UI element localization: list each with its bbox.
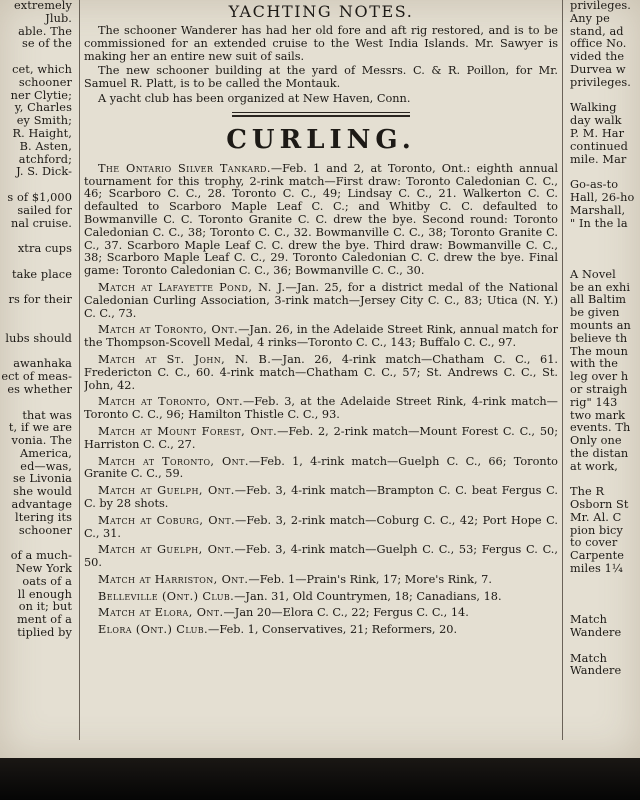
left-column-line: xtra cups: [17, 242, 72, 256]
curling-entry-text: —Feb. 1—Prain's Rink, 17; More's Rink, 7.: [248, 572, 492, 586]
left-column-line: on it; but: [18, 600, 72, 614]
curling-entry-text: —Jan. 26, 4-rink match—Chatham C. C., 61. Fredericton C. C., 60. 4-rink match—Chatham C. C., 57; St. Andrews C. C., St. John, 42.: [84, 352, 558, 392]
right-column-line: Wandere: [570, 664, 622, 678]
curling-entry: [84, 163, 558, 278]
right-column-line: [568, 576, 640, 589]
left-column-line: lubs should: [5, 331, 72, 345]
right-column-line: be given: [570, 306, 620, 320]
right-column-line: Match: [570, 651, 607, 665]
left-column-line: cet, which: [12, 62, 72, 76]
right-column-line: with the: [570, 357, 618, 371]
curling-entry-text: —Feb. 1 and 2, at Toronto, Ont.: eighth annual tournament for this trophy, 2-rink match—First draw: Toronto Caledonian C. C., 46; Scarboro C. C., 28. Toronto C. C., 49; Lindsay C. C., 21. Walkerton C. C. defaulted to Scarboro Maple Leaf C. C.; and Whitby C. C. defaulted to Bowmanville C. C. Toronto Granite C. C. drew the bye. Second round: Toronto Caledonian C. C., 38; Toronto C. C., 32. Bowmanville C. C., 38; Toronto Granite C. C., 37. Scarboro Maple Leaf C. C. drew the bye. Third draw: Bowmanville C. C., 38; Scarboro Maple Leaf C. C., 29. Toronto Caledonian C. C. drew the bye. Final game: Toronto Caledonian C. C., 36; Bowmanville C. C., 30.: [84, 161, 558, 278]
section-divider: [232, 112, 410, 117]
left-column-line: J. S. Dick-: [16, 165, 72, 179]
right-column-line: The R: [570, 485, 605, 499]
right-column-line: Mr. Al. C: [570, 510, 622, 524]
right-column-line: events. Th: [570, 421, 631, 435]
right-column-line: Hall, 26-ho: [570, 190, 635, 204]
curling-entry-text: —Feb. 1, Conservatives, 21; Reformers, 20.: [208, 623, 458, 637]
curling-entry-text: —Feb. 3, 2-rink match—Coburg C. C., 42; Port Hope C. C., 31.: [84, 513, 558, 540]
left-column-line: ltering its: [15, 510, 72, 524]
column-rule-right: [562, 0, 563, 740]
left-column-line: se Livonia: [13, 472, 72, 486]
yachting-body: [84, 25, 558, 106]
curling-entry-text: —Feb. 3, 4-rink match—Brampton C. C. beat Fergus C. C. by 28 shots.: [84, 484, 558, 510]
left-column-line: ll enough: [17, 587, 72, 601]
right-column-line: Go-as-to: [570, 178, 619, 192]
curling-entry: [84, 426, 558, 452]
center-column: [84, 0, 558, 641]
left-column-line: ment of a: [16, 613, 72, 627]
left-column-line: tiplied by: [17, 626, 72, 640]
curling-entry: [84, 456, 558, 482]
right-column-line: continued: [570, 139, 628, 153]
curling-entry: [84, 282, 558, 320]
right-column-line: Carpente: [570, 549, 624, 563]
right-column-line: privileges.: [570, 75, 631, 89]
right-column-line: privileges.: [570, 0, 631, 12]
left-column-line: nal cruise.: [10, 216, 72, 230]
curling-entry-lead: Match at Toronto, Ont.: [98, 323, 239, 337]
curling-heading: CURLING.: [226, 124, 416, 155]
curling-entry-lead: Belleville (Ont.) Club.: [98, 589, 235, 603]
right-column-line: P. M. Har: [570, 126, 625, 140]
column-rule-left: [79, 0, 80, 740]
right-column-line: or straigh: [570, 382, 628, 396]
yachting-paragraph-3: A yacht club has been organized at New Haven, Conn.: [98, 91, 411, 105]
curling-entry-lead: Match at Toronto, Ont.: [98, 395, 243, 409]
left-column-line: rs for their: [8, 293, 72, 307]
curling-entry-lead: Elora (Ont.) Club.: [98, 623, 209, 637]
curling-entry: [84, 485, 558, 511]
yachting-paragraph-1: The schooner Wanderer has had her old fore and aft rig restored, and is to be commissioned for an extended cruise to the West India Islands. Mr. Sawyer is making her an entire new suit of sails.: [84, 24, 558, 63]
curling-entry-lead: The Ontario Silver Tankard.: [98, 161, 271, 175]
left-column-line: t, if we are: [8, 421, 72, 435]
curling-results: [84, 163, 558, 637]
left-column-line: ner Clytie;: [10, 88, 72, 102]
right-column-line: Osborn St: [570, 498, 629, 512]
left-column-line: advantage: [11, 498, 72, 512]
left-column-line: y, Charles: [14, 101, 72, 115]
right-column-line: the distan: [570, 446, 629, 460]
left-column-line: take place: [12, 267, 72, 281]
curling-entry-lead: Match at Guelph, Ont.: [98, 543, 235, 557]
right-column-line: Match: [570, 613, 607, 627]
left-column-line: s of $1,000: [7, 190, 72, 204]
right-column-line: miles 1¼: [570, 562, 623, 576]
right-column-line: rig" 143: [570, 395, 618, 409]
right-column-line: be an exhi: [570, 280, 631, 294]
right-column-line: vided the: [570, 50, 625, 64]
right-column-line: Wandere: [570, 626, 622, 640]
right-column-line: believe th: [570, 331, 628, 345]
right-column-line: [568, 230, 640, 243]
left-column-line: New York: [15, 562, 72, 576]
left-column-line: [0, 307, 76, 320]
curling-entry-text: —Feb. 2, 2-rink match—Mount Forest C. C., 50; Harriston C. C., 27.: [84, 424, 558, 451]
curling-entry-text: —Feb. 3, 4-rink match—Guelph C. C., 53; Fergus C. C., 50.: [84, 543, 558, 570]
left-column: [0, 0, 76, 640]
right-column-line: [568, 640, 640, 653]
left-column-line: she would: [13, 485, 72, 499]
left-column-line: es whether: [7, 382, 72, 396]
curling-entry-lead: Match at Harriston, Ont.: [98, 572, 249, 586]
right-column: [568, 0, 640, 678]
right-column-line: " In the la: [570, 216, 628, 230]
right-column-line: Durvea w: [570, 62, 626, 76]
left-column-line: ey Smith;: [16, 114, 72, 128]
left-column-line: ect of meas-: [1, 370, 72, 384]
curling-entry-lead: Match at Lafayette Pond, N. J.: [98, 280, 286, 294]
right-column-line: The moun: [570, 344, 628, 358]
curling-entry-lead: Match at St. John, N. B.: [98, 352, 272, 366]
curling-entry: [84, 324, 558, 350]
curling-entry-lead: Match at Coburg, Ont.: [98, 513, 236, 527]
right-column-line: two mark: [570, 408, 626, 422]
page-shadow: [0, 758, 640, 800]
yachting-heading: YACHTING NOTES.: [228, 2, 414, 21]
curling-entry-text: —Feb. 1, 4-rink match—Guelph C. C., 66; Toronto Granite C. C., 59.: [84, 454, 558, 481]
curling-entry: [84, 607, 558, 620]
left-column-line: R. Haight,: [12, 126, 72, 140]
right-column-line: mile. Mar: [570, 152, 627, 166]
curling-entry: [84, 354, 558, 392]
curling-entry-lead: Match at Mount Forest, Ont.: [98, 424, 278, 438]
curling-entry-text: —Jan. 31, Old Countrymen, 18; Canadians, 18.: [234, 589, 502, 603]
left-column-line: extremely: [14, 0, 72, 12]
left-column-line: [0, 320, 76, 333]
right-column-line: [568, 243, 640, 256]
curling-entry: [84, 591, 558, 604]
curling-entry-text: —Jan 20—Elora C. C., 22; Fergus C. C., 14.: [223, 606, 469, 620]
yachting-paragraph-2: The new schooner building at the yard of Messrs. C. & R. Poillon, for Mr. Samuel R. Platt, is to be called the Montauk.: [84, 64, 558, 91]
left-column-line: B. Asten,: [19, 139, 72, 153]
right-column-line: Only one: [570, 434, 622, 448]
right-column-line: to cover: [570, 536, 618, 550]
left-column-line: schooner: [18, 523, 72, 537]
left-column-line: oats of a: [22, 574, 72, 588]
left-column-line: schooner: [18, 75, 72, 89]
right-column-line: at work,: [570, 459, 618, 473]
left-column-line: ed—was,: [20, 459, 72, 473]
right-column-line: pion bicy: [570, 523, 623, 537]
right-column-line: leg over h: [570, 370, 629, 384]
left-column-line: that was: [22, 408, 72, 422]
curling-entry: [84, 544, 558, 570]
left-column-line: [0, 256, 76, 269]
curling-entry: [84, 624, 558, 637]
right-column-line: [568, 256, 640, 269]
left-column-line: of a much-: [10, 549, 72, 563]
curling-entry: [84, 396, 558, 422]
right-column-line: mounts an: [570, 318, 631, 332]
left-column-line: able. The: [18, 24, 72, 38]
right-column-line: Marshall,: [570, 203, 626, 217]
left-column-line: sailed for: [17, 203, 72, 217]
right-column-line: A Novel: [570, 267, 616, 281]
right-column-line: [568, 589, 640, 602]
right-column-line: Walking: [570, 101, 617, 115]
curling-entry-text: —Jan. 25, for a district medal of the National Caledonian Curling Association, 3-rink match—Jersey City C. C., 83; Utica (N. Y.) C. C., 73.: [84, 280, 558, 320]
right-column-line: Any pe: [570, 11, 610, 25]
left-column-line: America,: [19, 446, 72, 460]
curling-entry-lead: Match at Elora, Ont.: [98, 606, 224, 620]
left-column-line: vonia. The: [11, 434, 72, 448]
right-column-line: stand, ad: [570, 24, 624, 38]
curling-entry-lead: Match at Guelph, Ont.: [98, 484, 235, 498]
curling-entry-text: —Feb. 3, at the Adelaide Street Rink, 4-rink match—Toronto C. C., 96; Hamilton Thistle C. C., 93.: [84, 395, 558, 422]
curling-entry-text: —Jan. 26, in the Adelaide Street Rink, annual match for the Thompson-Scovell Medal, 4 rinks—Toronto C. C., 143; Buffalo C. C., 97.: [84, 323, 558, 350]
curling-entry: [84, 515, 558, 541]
left-column-line: Jlub.: [45, 11, 72, 25]
left-column-line: [0, 397, 76, 410]
curling-entry: [84, 574, 558, 587]
left-column-line: se of the: [21, 37, 72, 51]
right-column-line: office No.: [570, 37, 627, 51]
right-column-line: day walk: [570, 114, 622, 128]
curling-entry-lead: Match at Toronto, Ont.: [98, 454, 249, 468]
right-column-line: all Baltim: [570, 293, 627, 307]
left-column-line: awanhaka: [13, 357, 72, 371]
left-column-line: atchford;: [18, 152, 72, 166]
